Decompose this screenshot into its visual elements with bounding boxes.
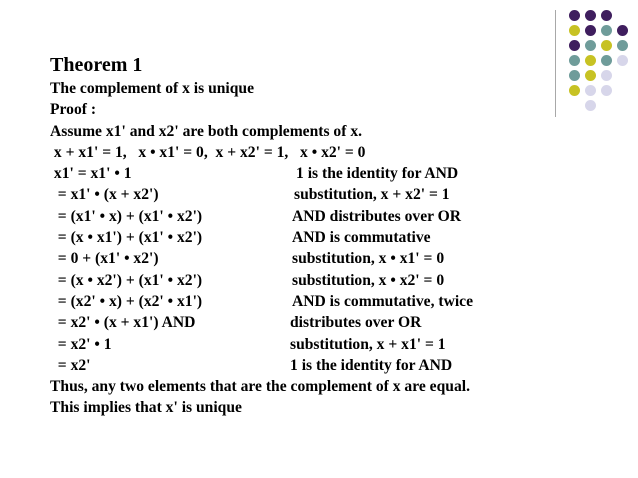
dot xyxy=(585,40,596,51)
step-expression: = x2' • (x + x1') AND xyxy=(50,314,196,332)
proof-step xyxy=(50,163,610,184)
step-expression: = (x • x2') + (x1' • x2') xyxy=(50,271,203,289)
step-justification: substitution, x + x2' = 1 xyxy=(294,186,450,204)
step-justification: AND is commutative xyxy=(292,229,431,247)
step-expression: = x1' • (x + x2') xyxy=(50,186,159,204)
proof-step xyxy=(50,334,610,355)
dot xyxy=(601,40,612,51)
step-justification: 1 is the identity for AND xyxy=(290,356,453,374)
dot xyxy=(617,25,628,36)
theorem-statement: The complement of x is unique xyxy=(50,80,255,97)
dot xyxy=(617,40,628,51)
slide-body xyxy=(50,52,610,419)
proof-step xyxy=(50,206,610,227)
dot xyxy=(569,40,580,51)
step-expression: = (x2' • x) + (x2' • x1') xyxy=(50,292,203,310)
dot xyxy=(601,25,612,36)
step-justification: distributes over OR xyxy=(290,314,422,332)
assumption: Assume x1' and x2' are both complements of x. xyxy=(50,122,363,140)
premises: x + x1' = 1, x • x1' = 0, x + x2' = 1, x • x2' = 0 xyxy=(50,143,366,161)
step-justification: substitution, x • x1' = 0 xyxy=(292,250,445,268)
dot xyxy=(601,10,612,21)
proof-step xyxy=(50,248,610,269)
dot xyxy=(585,10,596,21)
proof-step xyxy=(50,312,610,333)
proof-step xyxy=(50,227,610,248)
step-justification: substitution, x + x1' = 1 xyxy=(290,335,446,353)
step-expression: x1' = x1' • 1 xyxy=(50,165,132,183)
proof-step xyxy=(50,184,610,205)
proof-label: Proof : xyxy=(50,101,97,119)
step-expression: = (x • x1') + (x1' • x2') xyxy=(50,229,203,247)
step-justification: AND is commutative, twice xyxy=(292,292,474,310)
proof-step xyxy=(50,291,610,312)
conclusion: This implies that x' is unique xyxy=(50,399,242,417)
dot xyxy=(617,55,628,66)
slide-title: Theorem 1 xyxy=(50,54,143,76)
conclusion: Thus, any two elements that are the complement of x are equal. xyxy=(50,378,470,396)
step-expression: = x2' • 1 xyxy=(50,335,112,353)
dot xyxy=(585,25,596,36)
step-justification: 1 is the identity for AND xyxy=(296,165,459,183)
step-justification: substitution, x • x2' = 0 xyxy=(292,271,445,289)
step-justification: AND distributes over OR xyxy=(292,207,462,225)
step-expression: = x2' xyxy=(50,356,91,374)
proof-step xyxy=(50,355,610,376)
proof-step xyxy=(50,270,610,291)
dot xyxy=(569,10,580,21)
step-expression: = (x1' • x) + (x1' • x2') xyxy=(50,207,203,225)
dot xyxy=(569,25,580,36)
step-expression: = 0 + (x1' • x2') xyxy=(50,250,159,268)
